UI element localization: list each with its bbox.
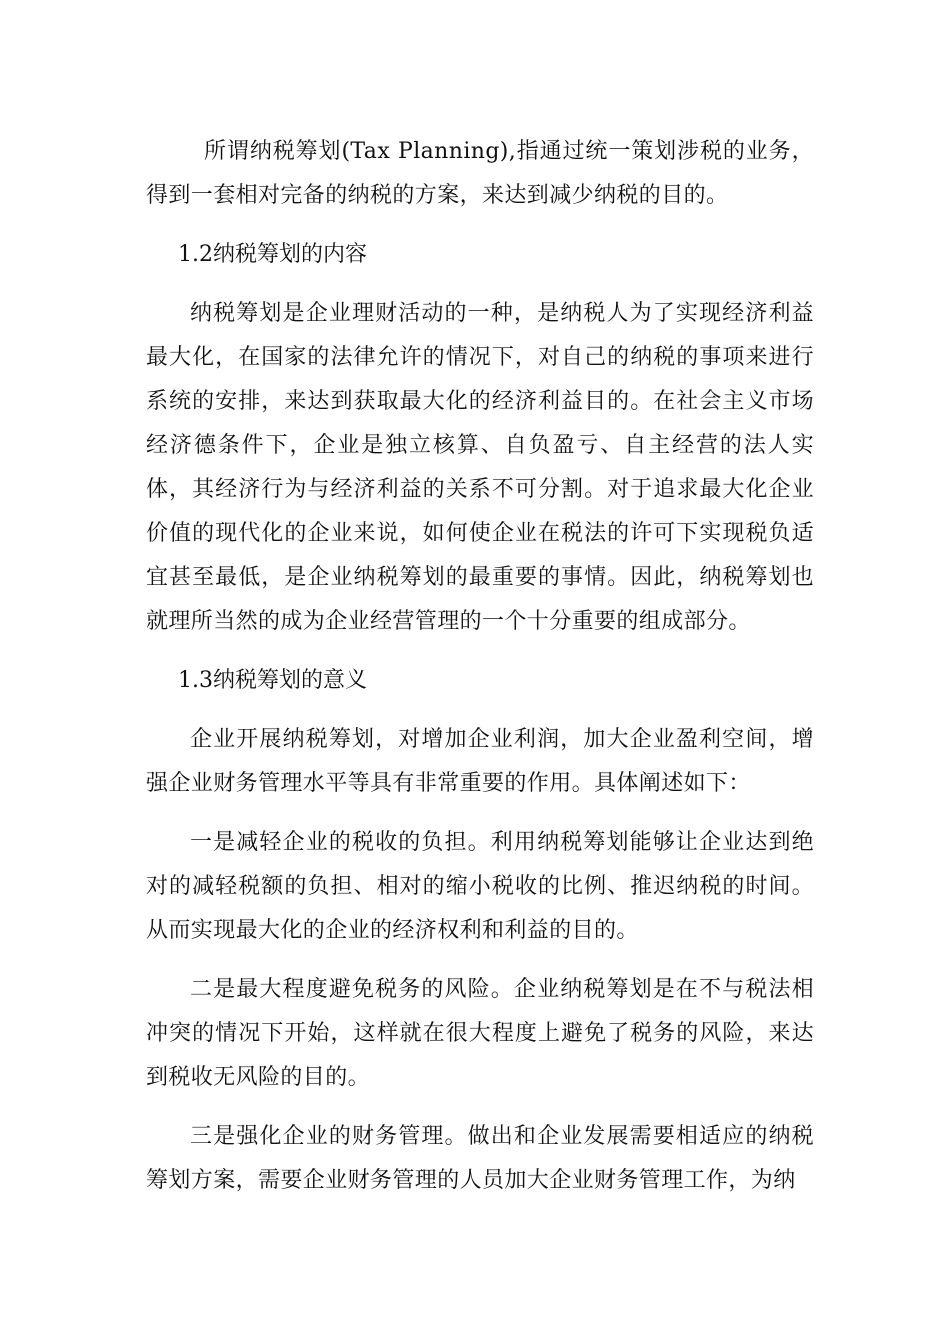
document-body: [146, 130, 814, 1203]
paragraph-content: 纳税筹划是企业理财活动的一种，是纳税人为了实现经济利益最大化，在国家的法律允许的情况下，对自己的纳税的事项来进行系统的安排，来达到获取最大化的经济利益目的。在社会主义市场经济德条件下，企业是独立核算、自负盈亏、自主经营的法人实体，其经济行为与经济利益的关系不可分割。对于追求最大化企业价值的现代化的企业来说，如何使企业在税法的许可下实现税负适宜甚至最低，是企业纳税筹划的最重要的事情。因此，纳税筹划也就理所当然的成为企业经营管理的一个十分重要的组成部分。: [146, 301, 814, 634]
paragraph-definition: 所谓纳税筹划(Tax Planning),指通过统一策划涉税的业务，得到一套相对完备的纳税的方案，来达到减少纳税的目的。: [146, 139, 814, 208]
paragraph-point-one: 一是减轻企业的税收的负担。利用纳税筹划能够让企业达到绝对的减轻税额的负担、相对的缩小税收的比例、推迟纳税的时间。从而实现最大化的企业的经济权利和利益的目的。: [146, 830, 814, 943]
section-heading-1-3: 1.3纳税筹划的意义: [178, 668, 367, 693]
paragraph-point-two: 二是最大程度避免税务的风险。企业纳税筹划是在不与税法相冲突的情况下开始，这样就在很大程度上避免了税务的风险，来达到税收无风险的目的。: [146, 977, 814, 1090]
paragraph-significance-intro: 企业开展纳税筹划，对增加企业利润，加大企业盈利空间，增强企业财务管理水平等具有非常重要的作用。具体阐述如下：: [146, 727, 814, 796]
section-heading-1-2: 1.2纳税筹划的内容: [178, 242, 367, 267]
paragraph-point-three: 三是强化企业的财务管理。做出和企业发展需要相适应的纳税筹划方案，需要企业财务管理的人员加大企业财务管理工作，为纳: [146, 1124, 814, 1193]
